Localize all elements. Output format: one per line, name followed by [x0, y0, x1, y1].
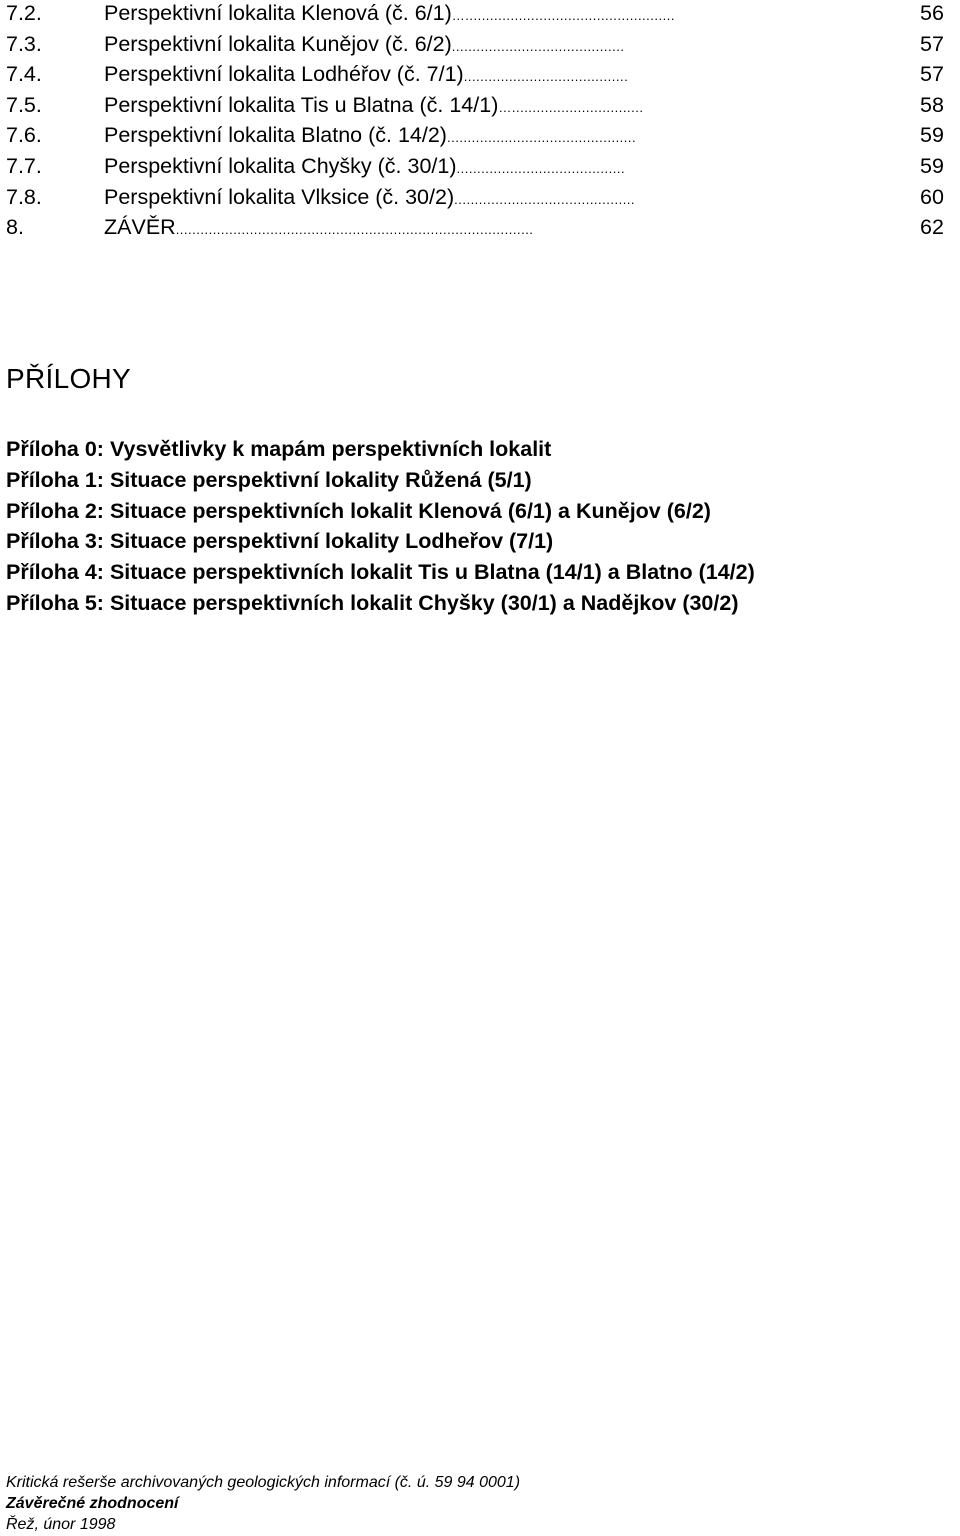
appendix-item: Příloha 0: Vysvětlivky k mapám perspektivních lokalit — [6, 437, 552, 461]
toc-entry — [6, 92, 960, 123]
toc-entry — [6, 214, 960, 245]
toc-entry-number: 7.3. — [6, 31, 42, 56]
toc-entry-number: 7.5. — [6, 92, 42, 117]
toc-entry — [6, 61, 960, 92]
toc-entry-title-wrap — [104, 184, 635, 213]
toc-leader-dots: ........................................ — [463, 69, 629, 85]
toc-entry-title: Perspektivní lokalita Lodhéřov (č. 7/1) — [104, 62, 464, 87]
toc-entry-title: Perspektivní lokalita Klenová (č. 6/1) — [104, 1, 452, 25]
toc-entry — [6, 31, 960, 62]
toc-entry-number: 8. — [6, 215, 24, 240]
toc-entry-title-wrap — [104, 61, 628, 90]
toc-entry-title-wrap — [104, 153, 625, 182]
toc-leader-dots: .......................................... — [451, 38, 625, 54]
toc-entry — [6, 153, 960, 184]
toc-entry — [6, 122, 960, 153]
toc-entry-page: 57 — [920, 62, 944, 87]
toc-entry-title-wrap — [104, 31, 624, 60]
toc-entry-page: 59 — [920, 123, 944, 148]
toc-leader-dots: .............................................. — [446, 130, 637, 146]
toc-entry-title: Perspektivní lokalita Kunějov (č. 6/2) — [104, 31, 452, 56]
toc-leader-dots: ............................................ — [454, 191, 636, 207]
toc-entry-number: 7.6. — [6, 123, 42, 148]
toc-entry-page: 56 — [920, 1, 944, 25]
toc-leader-dots: ......................................... — [456, 160, 626, 176]
toc-leader-dots: …................................................... — [451, 8, 675, 23]
toc-entry-number: 7.8. — [6, 184, 42, 209]
appendix-item: Příloha 5: Situace perspektivních lokalit Chyšky (30/1) a Nadějkov (30/2) — [6, 590, 739, 615]
toc-entry-page: 58 — [920, 92, 944, 117]
appendix-list — [6, 436, 755, 621]
appendix-item: Příloha 3: Situace perspektivní lokality Lodheřov (7/1) — [6, 529, 554, 554]
toc-entry-title: Perspektivní lokalita Blatno (č. 14/2) — [104, 123, 447, 148]
appendix-item: Příloha 2: Situace perspektivních lokalit Klenová (6/1) a Kunějov (6/2) — [6, 498, 711, 523]
footer-place-date: Řež, únor 1998 — [6, 1515, 116, 1533]
footer-project-title: Kritická rešerše archivovaných geologických informací (č. ú. 59 94 0001) — [6, 1474, 521, 1491]
appendices-heading: PŘÍLOHY — [6, 363, 132, 394]
toc-entry-number: 7.4. — [6, 62, 42, 87]
toc-entry-title-wrap — [104, 214, 533, 243]
toc-entry-number: 7.7. — [6, 153, 42, 178]
toc-entry — [6, 184, 960, 215]
toc-entry-title-wrap — [104, 0, 675, 29]
toc-entry-page: 60 — [920, 184, 944, 209]
table-of-contents — [6, 0, 960, 245]
toc-entry-page: 62 — [920, 215, 944, 240]
toc-entry-title-wrap — [104, 92, 643, 121]
toc-leader-dots: ....................................................................................... — [175, 222, 534, 238]
appendix-item: Příloha 4: Situace perspektivních lokalit Tis u Blatna (14/1) a Blatno (14/2) — [6, 560, 755, 585]
toc-entry-title: Perspektivní lokalita Chyšky (č. 30/1) — [104, 153, 457, 178]
toc-entry-number: 7.2. — [6, 1, 42, 25]
appendix-item: Příloha 1: Situace perspektivní lokality Růžená (5/1) — [6, 467, 532, 492]
toc-entry-title: Perspektivní lokalita Tis u Blatna (č. 14/1) — [104, 92, 499, 117]
toc-entry-page: 57 — [920, 31, 944, 56]
toc-entry — [6, 0, 960, 31]
toc-leader-dots: …................................ — [498, 99, 644, 115]
toc-entry-page: 59 — [920, 153, 944, 178]
toc-entry-title: ZÁVĚR — [104, 215, 176, 240]
toc-entry-title: Perspektivní lokalita Vlksice (č. 30/2) — [104, 184, 455, 209]
footer-document-type: Závěrečné zhodnocení — [6, 1494, 179, 1512]
toc-entry-title-wrap — [104, 122, 636, 151]
page-footer — [6, 1473, 520, 1535]
